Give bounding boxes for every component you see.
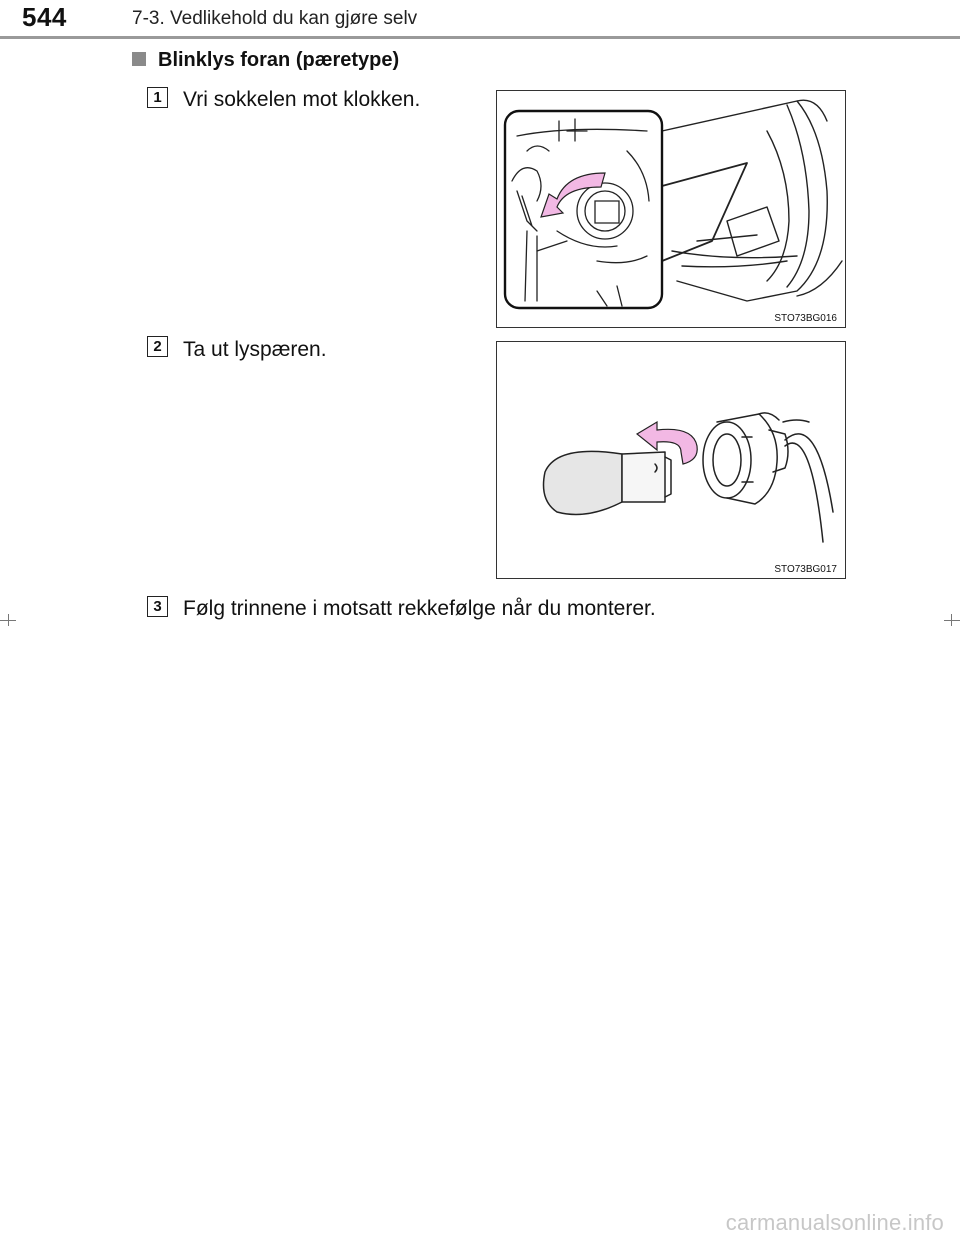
- crop-mark-right-tick: [951, 614, 952, 626]
- section-heading: [132, 49, 399, 72]
- footer-watermark: carmanualsonline.info: [725, 1210, 944, 1235]
- figure-1-code: STO73BG016: [774, 313, 837, 324]
- header-rule: [0, 36, 960, 39]
- step-3-number: 3: [147, 596, 168, 617]
- figure-2: [496, 341, 846, 579]
- headlight-socket-illustration: [497, 91, 845, 327]
- page-number: 544: [22, 2, 67, 32]
- step-2-text: Ta ut lyspæren.: [183, 338, 327, 361]
- figure-1: [496, 90, 846, 328]
- figure-2-code: STO73BG017: [774, 564, 837, 575]
- heading-square-icon: [132, 52, 146, 66]
- step-1-text: Vri sokkelen mot klokken.: [183, 88, 421, 111]
- step-2-number: 2: [147, 336, 168, 357]
- section-title: 7-3. Vedlikehold du kan gjøre selv: [132, 8, 418, 29]
- step-1-number: 1: [147, 87, 168, 108]
- crop-mark-right: [944, 620, 960, 621]
- step-3-text: Følg trinnene i motsatt rekkefølge når du monterer.: [183, 597, 656, 620]
- bulb-removal-illustration: [497, 342, 845, 578]
- heading-text: Blinklys foran (pæretype): [158, 49, 400, 71]
- crop-mark-left-tick: [8, 614, 9, 626]
